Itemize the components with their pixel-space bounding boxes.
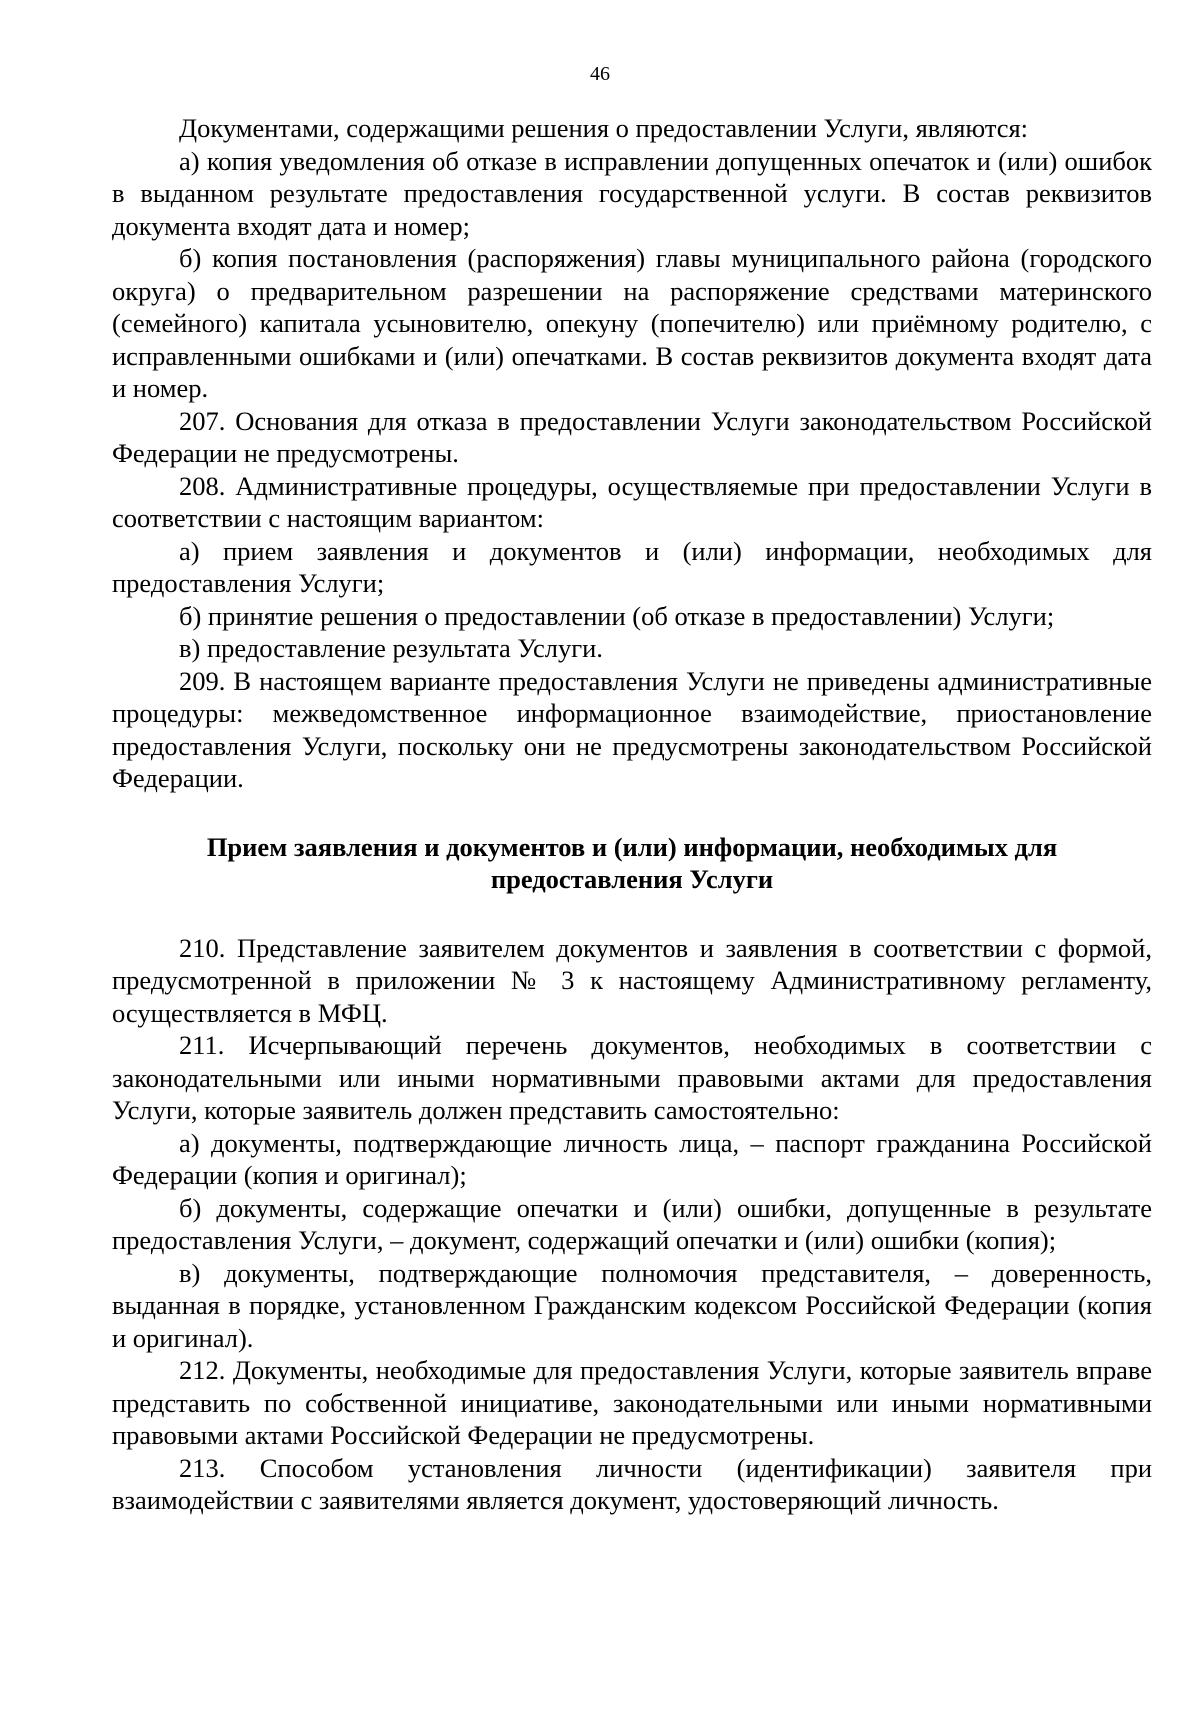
paragraph-211-item-c: в) документы, подтверждающие полномочия представителя, – доверенность, выданная в порядке, установленном Гражданским кодексом Российской Федерации (копия и оригинал). bbox=[112, 1257, 1152, 1353]
paragraph-208-item-a: а) прием заявления и документов и (или) информации, необходимых для предоставления Услуги; bbox=[112, 535, 1152, 598]
paragraph-item-a-copy-notice: а) копия уведомления об отказе в исправлении допущенных опечаток и (или) ошибок в выданном результате предоставления государственной услуги. В состав реквизитов документа входят дата и номер; bbox=[112, 145, 1152, 241]
paragraph-211: 211. Исчерпывающий перечень документов, необходимых в соответствии с законодательными или иными нормативными правовыми актами для предоставления Услуги, которые заявитель должен представить самостоятельно: bbox=[112, 1030, 1152, 1125]
section-heading: Прием заявления и документов и (или) информации, необходимых для предоставления Услуги bbox=[206, 831, 1058, 894]
paragraph-207: 207. Основания для отказа в предоставлении Услуги законодательством Российской Федерации не предусмотрены. bbox=[112, 405, 1152, 468]
document-body bbox=[112, 112, 1152, 1517]
paragraph-213: 213. Способом установления личности (идентификации) заявителя при взаимодействии с заявителями является документ, удостоверяющий личность. bbox=[112, 1452, 1152, 1515]
paragraph-211-item-b: б) документы, содержащие опечатки и (или) ошибки, допущенные в результате предоставления Услуги, – документ, содержащий опечатки и (или) ошибки (копия); bbox=[112, 1192, 1152, 1255]
paragraph-intro: Документами, содержащими решения о предоставлении Услуги, являются: bbox=[179, 113, 1029, 143]
paragraph-item-b-copy-resolution: б) копия постановления (распоряжения) главы муниципального района (городского округа) о предварительном разрешении на распоряжение средствами материнского (семейного) капитала усыновителю, опекуну (попечителю) или приёмному родителю, с исправленными ошибками и (или) опечатками. В состав реквизитов документа входят дата и номер. bbox=[112, 243, 1152, 403]
paragraph-212: 212. Документы, необходимые для предоставления Услуги, которые заявитель вправе представить по собственной инициативе, законодательными или иными нормативными правовыми актами Российской Федерации не предусмотрены. bbox=[112, 1355, 1152, 1450]
paragraph-211-item-a: а) документы, подтверждающие личность лица, – паспорт гражданина Российской Федерации (копия и оригинал); bbox=[112, 1127, 1152, 1190]
paragraph-210: 210. Представление заявителем документов и заявления в соответствии с формой, предусмотренной в приложении № 3 к настоящему Административному регламенту, осуществляется в МФЦ. bbox=[112, 932, 1152, 1028]
paragraph-208-item-b: б) принятие решения о предоставлении (об отказе в предоставлении) Услуги; bbox=[179, 600, 1055, 631]
page-number: 46 bbox=[590, 63, 610, 85]
paragraph-208: 208. Административные процедуры, осуществляемые при предоставлении Услуги в соответствии с настоящим вариантом: bbox=[112, 470, 1152, 533]
paragraph-208-item-c: в) предоставление результата Услуги. bbox=[179, 633, 603, 663]
paragraph-209: 209. В настоящем варианте предоставления Услуги не приведены административные процедуры: межведомственное информационное взаимодействие, приостановление предоставления Услуги, поскольку они не предусмотрены законодательством Российской Федерации. bbox=[112, 665, 1152, 793]
